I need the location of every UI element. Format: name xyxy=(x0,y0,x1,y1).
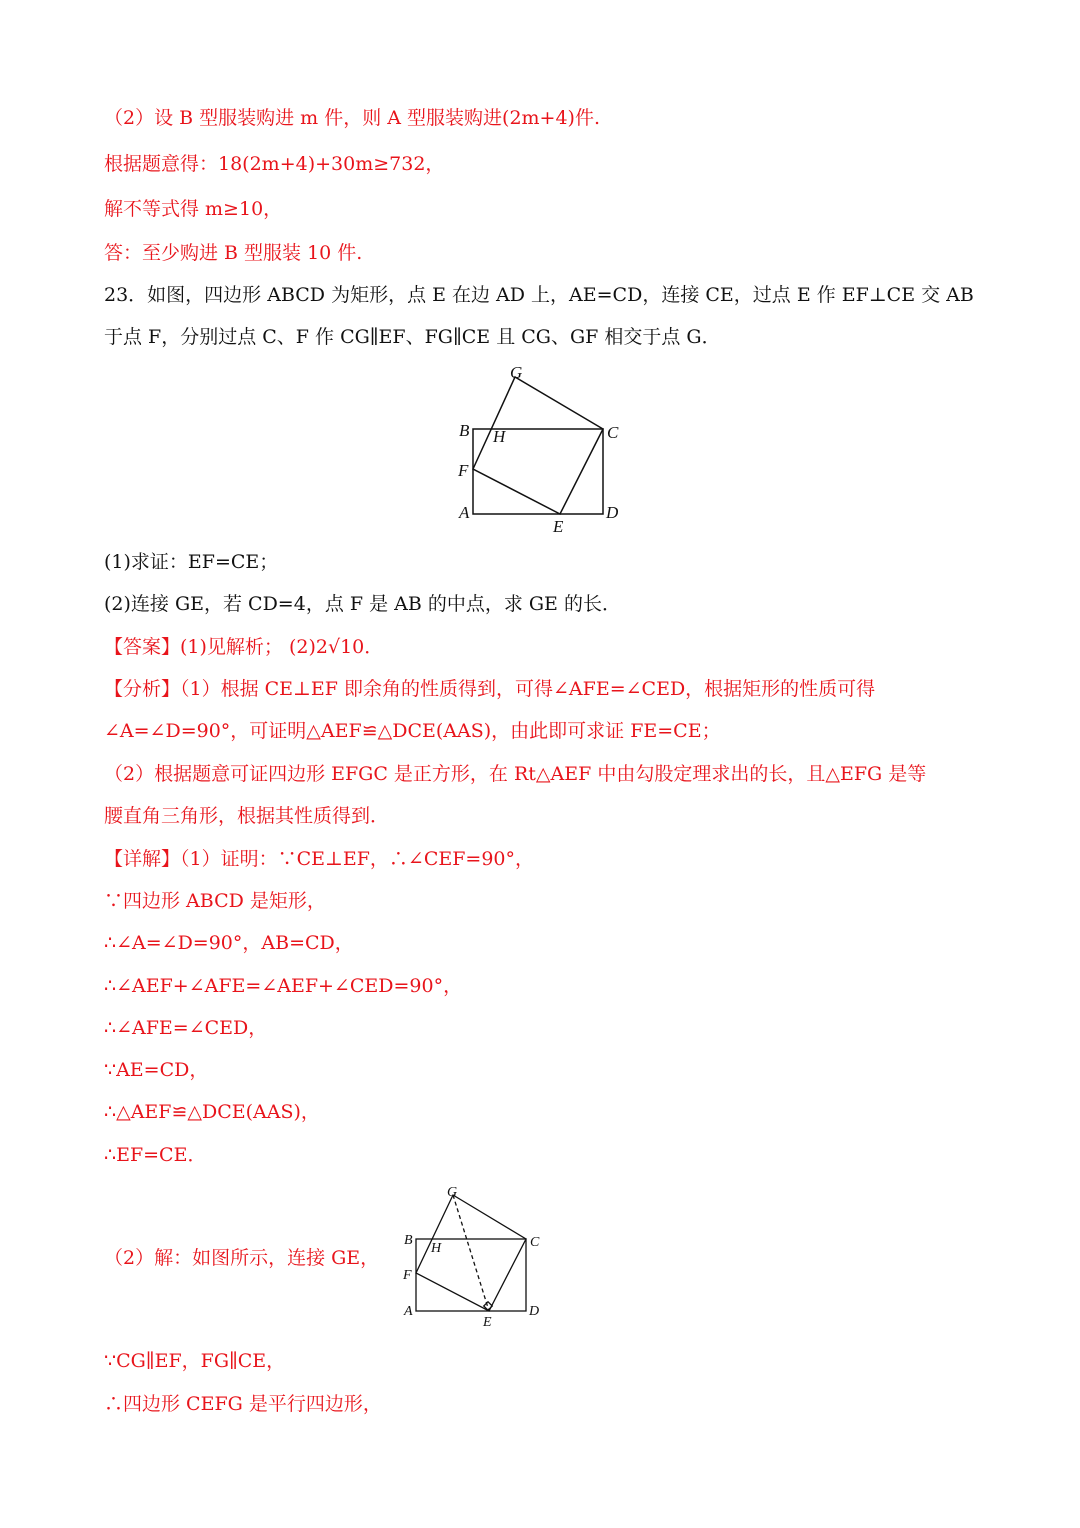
label-e-2: E xyxy=(483,1315,492,1330)
label-d-2: D xyxy=(529,1304,540,1319)
label-c: C xyxy=(607,423,619,442)
text-line-4: 答：至少购进 B 型服装 10 件. xyxy=(104,242,363,264)
label-g-2: G xyxy=(447,1185,458,1200)
question-2: (2)连接 GE，若 CD=4，点 F 是 AB 的中点，求 GE 的长． xyxy=(104,593,621,615)
detail-line-1: 【详解】（1）证明：∵CE⊥EF，∴∠CEF=90°， xyxy=(104,848,535,870)
label-a-2: A xyxy=(404,1304,413,1319)
answer-line: 【答案】(1)见解析； (2)2√10． xyxy=(104,636,384,658)
analysis-line-1: 【分析】（1）根据 CE⊥EF 即余角的性质得到，可得∠AFE=∠CED，根据矩形的性质可得 xyxy=(104,678,876,700)
detail-line-10: ∴四边形 CEFG 是平行四边形， xyxy=(104,1393,382,1415)
text-line-1: （2）设 B 型服装购进 m 件，则 A 型服装购进(2m+4)件. xyxy=(104,107,601,129)
label-f-2: F xyxy=(403,1268,412,1283)
label-b: B xyxy=(459,421,470,440)
problem-23-line-1: 23．如图，四边形 ABCD 为矩形，点 E 在边 AD 上，AE=CD，连接 CE，过点 E 作 EF⊥CE 交 AB xyxy=(104,284,974,306)
label-b-2: B xyxy=(404,1233,413,1248)
segment-ge xyxy=(453,1195,489,1311)
label-d: D xyxy=(606,503,619,522)
analysis-line-4: 腰直角三角形，根据其性质得到． xyxy=(104,805,390,827)
text-line-2: 根据题意得：18(2m+4)+30m≥732， xyxy=(104,153,445,175)
figure-2 xyxy=(395,1180,555,1330)
detail-line-9: ∵CG∥EF，FG∥CE， xyxy=(104,1350,286,1372)
label-h-2: H xyxy=(431,1241,442,1256)
figure-1 xyxy=(450,360,630,540)
solution-2-line: （2）解：如图所示，连接 GE， xyxy=(104,1247,380,1269)
label-f: F xyxy=(458,461,469,480)
label-e: E xyxy=(553,517,564,536)
label-a: A xyxy=(459,503,470,522)
detail-line-2: ∵四边形 ABCD 是矩形， xyxy=(104,890,326,912)
text-line-3: 解不等式得 m≥10， xyxy=(104,198,283,220)
detail-line-5: ∴∠AFE=∠CED， xyxy=(104,1017,268,1039)
detail-line-3: ∴∠A=∠D=90°，AB=CD， xyxy=(104,932,354,954)
problem-23-line-2: 于点 F，分别过点 C、F 作 CG∥EF、FG∥CE 且 CG、GF 相交于点 G． xyxy=(104,326,721,348)
detail-line-6: ∵AE=CD， xyxy=(104,1059,209,1081)
detail-line-4: ∴∠AEF+∠AFE=∠AEF+∠CED=90°， xyxy=(104,975,463,997)
detail-line-8: ∴EF=CE． xyxy=(104,1144,207,1166)
question-1: (1)求证：EF=CE； xyxy=(104,551,279,573)
label-g: G xyxy=(510,363,523,382)
detail-line-7: ∴△AEF≌△DCE(AAS)， xyxy=(104,1101,320,1123)
analysis-line-3: （2）根据题意可证四边形 EFGC 是正方形，在 Rt△AEF 中由勾股定理求出的长，且△EFG 是等 xyxy=(104,763,927,785)
label-h: H xyxy=(493,427,506,446)
analysis-line-2: ∠A=∠D=90°，可证明△AEF≌△DCE(AAS)，由此即可求证 FE=CE； xyxy=(104,720,721,742)
label-c-2: C xyxy=(530,1235,540,1250)
